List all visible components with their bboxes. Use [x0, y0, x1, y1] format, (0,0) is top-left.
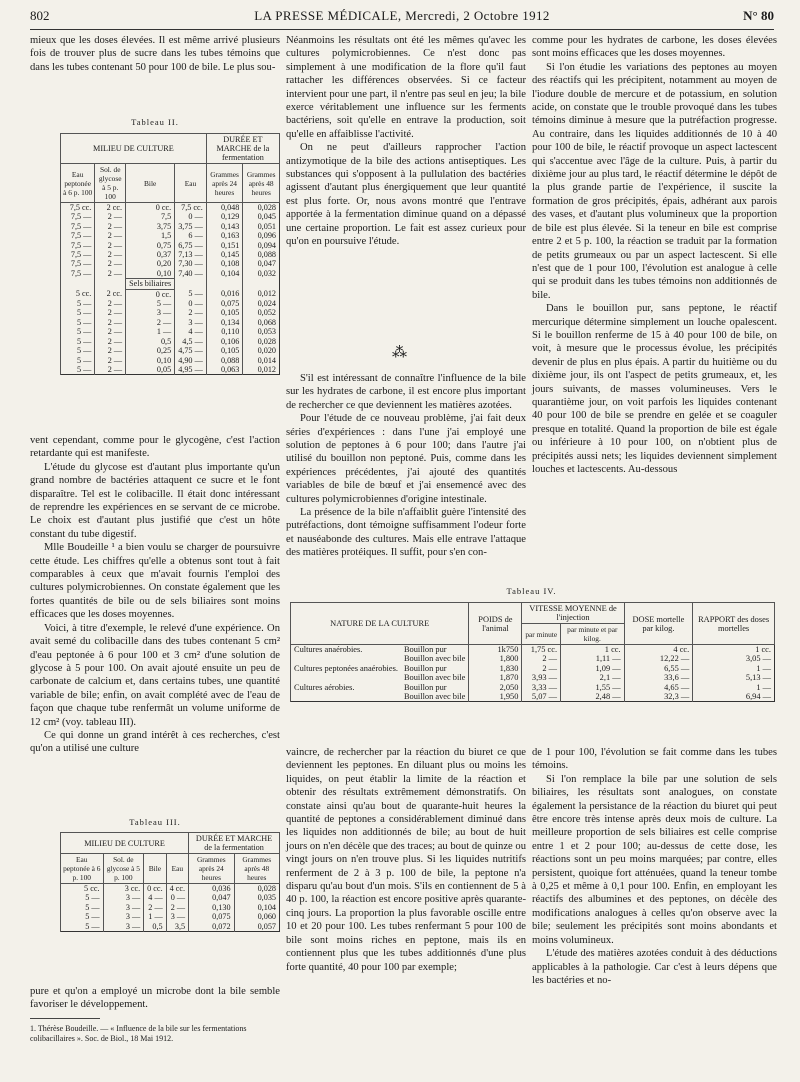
section-asterism: ⁂	[392, 345, 407, 361]
table-cell: 0,047	[189, 893, 234, 902]
table-cell: 1 cc.	[561, 645, 625, 655]
table-cell: 5 —	[61, 299, 95, 308]
table-cell: 5 cc.	[61, 884, 104, 894]
table-header: DURÉE ET MARCHE de la fermentation	[206, 134, 279, 164]
paragraph: Mlle Boudeille ¹ a bien voulu se charger de poursuivre cette étude. Les chiffres qu'elle a obtenus sont tout à fait comparables à ceux que m'avait fournis l'emploi des cultures polymicrobiennes. On constate également que les fortes quantités de bile ou de sels biliaires sont moins efficaces que les doses moyennes.	[30, 542, 280, 621]
table-cell: 0,088	[206, 356, 243, 365]
column-header: par minute et par kilog.	[561, 624, 625, 645]
table-row	[61, 346, 280, 355]
table-cell: 0,104	[206, 269, 243, 279]
table-cell: 3,75 —	[175, 222, 207, 231]
table-cell: 0,016	[206, 289, 243, 299]
table-cell: 5 —	[61, 318, 95, 327]
table-cell: 0,151	[206, 241, 243, 250]
table-cell: 1k750	[469, 645, 522, 655]
table-row	[291, 664, 775, 673]
table-cell: 7,40 —	[175, 269, 207, 279]
paragraph: Voici, à titre d'exemple, le relevé d'une expérience. On avait semé du colibacille dans des tubes contenant 5 cm² d'eau peptonée à 6 pour 100 et 3 cm² d'une solution de glycose à 5 pour 100. On avait ajouté ensuite un peu de carbonate de calcium et, dans certains tubes, une quantité variable de bile; enfin, on avait complété avec de l'eau de façon que chaque tube renfermât un volume uniforme de 12 cm² (voy. tableau III).	[30, 622, 280, 728]
table-cell: 1,800	[469, 654, 522, 663]
table-cell: Bouillon pur	[403, 645, 447, 654]
table-cell: 1 cc.	[693, 645, 775, 655]
table-cell: 0,108	[206, 259, 243, 268]
table-cell: 0,051	[243, 222, 280, 231]
table-cell: 7,5 —	[61, 259, 95, 268]
column-header: Sol. de glycose à 5 p. 100	[95, 164, 126, 203]
table-row	[61, 337, 280, 346]
table-cell: 5 —	[61, 365, 95, 375]
table-cell: 7,5 —	[61, 231, 95, 240]
table-cell: 6 —	[175, 231, 207, 240]
table-cell: 2 —	[95, 327, 126, 336]
table-cell: 0,145	[206, 250, 243, 259]
table-cell: 4,5 —	[175, 337, 207, 346]
table-cell: 2 —	[95, 356, 126, 365]
table-cell: 0,063	[206, 365, 243, 375]
table-cell: 5,13 —	[693, 673, 775, 682]
table-cell: 0 —	[175, 212, 207, 221]
table-cell: 0 —	[175, 299, 207, 308]
table-cell: Cultures anaérobies.	[291, 645, 401, 655]
table-cell: 6,94 —	[693, 692, 775, 702]
table-row	[61, 231, 280, 240]
table-cell: 12,22 —	[624, 654, 693, 663]
column-3-bottom	[532, 746, 777, 987]
column-header: Eau peptonée à 6 p. 100	[61, 854, 104, 884]
table-cell: 5 —	[61, 308, 95, 317]
table-cell: 0,072	[189, 922, 234, 932]
table-cell: 0,035	[234, 893, 279, 902]
paragraph: pure et qu'on a employé un microbe dont la bile semble favoriser le développement.	[30, 986, 280, 1011]
table-cell: 2 —	[95, 231, 126, 240]
table-cell: 2 —	[95, 299, 126, 308]
table-row	[61, 289, 280, 299]
table-cell: 1,950	[469, 692, 522, 702]
table-row	[61, 212, 280, 221]
table-cell: 0,5	[144, 922, 166, 932]
paragraph: Dans le bouillon pur, sans peptone, le réactif mercurique détermine simplement un louche opalescent. Si le bouillon renferme de 15 à 40 pour 100 de bile, on voit, à mesure que le processus évolue, les précipités devenir de plus en plus épais. A partir du huitième ou du dixième jour, ils ont l'aspect de petits grumeaux, et, les jours suivants, de masses volumineuses. Vers le quarantième jour, on voit parfois les liquides contenant 40 pour 100 de bile se prendre en gelée et se coaguler presque en totalité. Quand la proportion de bile est égale ou inférieure à 10 pour 100, on n'obtient plus de précipités aussi nets; les liquides deviennent simplement louches et lactescents. Au-dessous	[532, 303, 777, 475]
table-cell: 3 —	[103, 922, 144, 932]
table-cell: 0,094	[243, 241, 280, 250]
table-cell: 7,5 —	[61, 250, 95, 259]
page-number: 802	[30, 8, 50, 23]
table-row	[61, 299, 280, 308]
table-cell: Bouillon pur	[403, 682, 447, 692]
table-cell: 0,045	[243, 212, 280, 221]
table-3-caption: Tableau III.	[129, 817, 181, 827]
table-cell: 4 —	[175, 327, 207, 336]
column-header: Sol. de glycose à 5 p. 100	[103, 854, 144, 884]
table-cell	[291, 654, 401, 663]
table-cell: 0 cc.	[126, 289, 175, 299]
table-row	[61, 222, 280, 231]
table-cell: 0,05	[126, 365, 175, 375]
table-cell: 2 —	[522, 654, 561, 663]
table-cell: 0,028	[234, 884, 279, 894]
column-header: par minute	[522, 624, 561, 645]
table-cell: 4,90 —	[175, 356, 207, 365]
table-cell: 0,130	[189, 903, 234, 912]
paragraph: Pour l'étude de ce nouveau problème, j'ai fait deux séries d'expériences : dans l'une j'ai employé une solution de peptones à 6 pour 100; dans l'autre j'ai utilisé du bouillon non peptoné. Puis, comme dans les expériences précédentes, j'ai ajouté des quantités variables de bile de bœuf et j'ai ensemencé avec des cultures polymicrobiennes d'origine intestinale.	[286, 413, 526, 505]
column-2-top	[286, 34, 526, 249]
table-cell: 2 —	[95, 212, 126, 221]
table-cell: 0,048	[206, 203, 243, 213]
table-cell: 0,105	[206, 308, 243, 317]
table-cell: 7,13 —	[175, 250, 207, 259]
table-cell: 0,075	[189, 912, 234, 921]
table-cell: 4,65 —	[624, 683, 693, 692]
table-header: RAPPORT des doses mortelles	[693, 603, 775, 645]
table-4	[290, 602, 775, 702]
table-cell: 0,105	[206, 346, 243, 355]
table-header: MILIEU DE CULTURE	[61, 833, 189, 854]
table-cell: 3,75	[126, 222, 175, 231]
column-header: Bile	[144, 854, 166, 884]
table-cell: 3 —	[166, 912, 188, 921]
table-cell: 2 —	[175, 308, 207, 317]
table-cell: 0,053	[243, 327, 280, 336]
table-cell	[291, 692, 401, 702]
header-rule	[30, 29, 774, 30]
table-cell: 3,33 —	[522, 683, 561, 692]
footnote-rule	[30, 1018, 100, 1019]
table-cell: Cultures aérobies.	[291, 683, 401, 692]
table-cell: 0,068	[243, 318, 280, 327]
table-cell: 0,012	[243, 365, 280, 375]
paragraph: vent cependant, comme pour le glycogène, c'est l'action retardante qui est manifeste.	[30, 435, 280, 460]
table-cell: 3 —	[103, 903, 144, 912]
table-cell: 2 —	[95, 222, 126, 231]
table-row	[61, 203, 280, 213]
table-cell: 0,104	[234, 903, 279, 912]
table-header: NATURE DE LA CULTURE	[291, 603, 469, 645]
table-cell: 5 —	[61, 912, 104, 921]
table-cell: 5 —	[61, 922, 104, 932]
table-cell: 0,060	[234, 912, 279, 921]
table-cell: 2 —	[95, 259, 126, 268]
table-cell: 1,870	[469, 673, 522, 682]
table-cell: 2 —	[95, 308, 126, 317]
table-cell: 2 cc.	[95, 203, 126, 213]
table-cell: 7,5 —	[61, 212, 95, 221]
table-cell: 0,057	[234, 922, 279, 932]
table-cell: 0,014	[243, 356, 280, 365]
paragraph: mieux que les doses élevées. Il est même arrivé plusieurs fois de trouver plus de sucre dans les tubes témoins que dans les tubes contenant 50 pour 100 de bile. Le plus sou-	[30, 35, 280, 73]
table-row	[291, 683, 775, 692]
table-cell: 4 —	[144, 893, 166, 902]
table-cell: 0 —	[166, 893, 188, 902]
paragraph: On ne peut d'ailleurs rapprocher l'action antizymotique de la bile des actions antiseptiques. Les substances qui s'opposent à la pullulation des bactéries agissent d'autant plus énergiquement que leur quantité est plus forte. Or, nous avons montré que l'entrave apportée à la fermentation diminue quand on a dépassé une certaine proportion. Le fait est assez curieux pour qu'on en poursuive l'étude.	[286, 142, 526, 248]
table-cell: 2,050	[469, 683, 522, 692]
table-cell: 2 —	[144, 903, 166, 912]
table-cell: 0,5	[126, 337, 175, 346]
table-cell: 2 —	[95, 241, 126, 250]
table-cell: 3 —	[126, 308, 175, 317]
column-header: Grammes après 48 heures	[243, 164, 280, 203]
table-cell: 0,134	[206, 318, 243, 327]
table-cell: 0,10	[126, 356, 175, 365]
table-cell: 3 —	[103, 912, 144, 921]
table-cell: 2 —	[95, 337, 126, 346]
table-cell: 5 —	[61, 346, 95, 355]
paragraph: Ce qui donne un grand intérêt à ces recherches, c'est qu'on a utilisé une culture	[30, 729, 280, 755]
table-cell	[291, 673, 401, 682]
table-cell: 2 —	[95, 250, 126, 259]
table-cell: 0,052	[243, 308, 280, 317]
paragraph: S'il est intéressant de connaître l'influence de la bile sur les hydrates de carbone, il est encore plus important de rechercher ce que deviennent les matières azotées.	[286, 373, 526, 411]
paragraph: Si l'on étudie les variations des peptones au moyen des réactifs qui les précipitent, notamment au moyen de l'iodure double de mercure et de potassium, en solution acide, on constate que le trouble provoqué dans les tubes témoins diminue à mesure que la putréfaction progresse. Au contraire, dans les liquides additionnés de 10 à 40 pour 100 de bile, le réactif provoque un aspect lactescent qui s'accentue avec l'âge de la culture. Puis, à partir du dixième jour au plus tard, le réactif détermine le dépôt de la plus grande partie de l'expérience, il suscite la formation de gros précipités, épais, adhérant aux parois des vases, et d'autant plus volumineux que la proportion de bile est plus élevée. Si la teneur en bile est comprise entre 2 et 5 p. 100, la réaction se traduit par la formation de petits grumeaux ou par un aspect lactescent. Si elle n'est que de 1 pour 100, l'évolution est analogue à celle qui se produit dans les tubes témoins non additionnés de bile.	[532, 61, 777, 301]
table-cell: 1,09 —	[561, 664, 625, 673]
table-row	[61, 269, 280, 279]
table-cell: 3,93 —	[522, 673, 561, 682]
table-cell: 6,75 —	[175, 241, 207, 250]
column-3-top	[532, 34, 777, 476]
column-header: Eau	[175, 164, 207, 203]
column-header: Grammes après 24 heures	[206, 164, 243, 203]
paragraph: Si l'on remplace la bile par une solution de sels biliaires, les résultats sont analogues, on constate également la persistance de la réaction du biuret qui peut être encore très intense après deux mois de culture. La meilleure proportion de sels biliaires est celle comprise entre 1 et 2 pour 100; au-dessus de cette dose, les réactions sont un peu moins marquées; par contre, elles persistent, quoique fort atténuées, quand la teneur tombe à 0,25 et même à 0,1 pour 100. Enfin, en employant les réactifs des albumines et des peptones, on décèle des modifications analogues à celles qu'on observe avec la bile; seulement les précipités sont moins abondants et moins volumineux.	[532, 773, 777, 946]
table-cell: 2,1 —	[561, 673, 625, 682]
table-cell: 2 —	[95, 346, 126, 355]
table-row	[61, 912, 280, 921]
table-cell: 1,55 —	[561, 683, 625, 692]
table-cell: 5 —	[61, 337, 95, 346]
table-cell: 3 cc.	[103, 884, 144, 894]
table-cell: 0,20	[126, 259, 175, 268]
column-header: Eau peptonée à 6 p. 100	[61, 164, 95, 203]
table-cell: 0,032	[243, 269, 280, 279]
table-row	[291, 654, 775, 663]
table-cell: 0,047	[243, 259, 280, 268]
table-cell: 0,25	[126, 346, 175, 355]
table-cell: 5 —	[126, 299, 175, 308]
table-row	[61, 356, 280, 365]
table-cell: 3,05 —	[693, 654, 775, 663]
table-cell: 5 —	[61, 327, 95, 336]
table-cell: Bouillon avec bile	[403, 654, 466, 664]
table-cell: 0,096	[243, 231, 280, 240]
table-row	[61, 365, 280, 375]
table-cell: 5 —	[61, 903, 104, 912]
table-cell: 7,5	[126, 212, 175, 221]
column-header: Eau	[166, 854, 188, 884]
table-header: DURÉE ET MARCHE de la fermentation	[189, 833, 280, 854]
column-header: Grammes après 24 heures	[189, 854, 234, 884]
table-cell: 5,07 —	[522, 692, 561, 702]
table-cell: 33,6 —	[624, 673, 693, 682]
table-row	[61, 308, 280, 317]
table-row	[61, 259, 280, 268]
table-row	[291, 645, 775, 655]
table-cell: 0 cc.	[144, 884, 166, 894]
table-cell: 4,75 —	[175, 346, 207, 355]
table-header: DOSE mortelle par kilog.	[624, 603, 693, 645]
table-cell: 2 —	[126, 318, 175, 327]
table-cell: 2 —	[166, 903, 188, 912]
table-cell: 0,106	[206, 337, 243, 346]
table-cell: 1,830	[469, 664, 522, 673]
table-cell: 6,55 —	[624, 664, 693, 673]
table-cell: 0,75	[126, 241, 175, 250]
table-cell: 0,012	[243, 289, 280, 299]
table-cell: 7,5 —	[61, 241, 95, 250]
table-row	[61, 327, 280, 336]
table-cell: 5 —	[61, 356, 95, 365]
table-cell: 2,48 —	[561, 692, 625, 702]
column-header: Grammes après 48 heures	[234, 854, 279, 884]
column-1-middle	[30, 434, 280, 756]
column-2-bottom	[286, 746, 526, 974]
table-cell: 0,143	[206, 222, 243, 231]
table-cell: 3 —	[175, 318, 207, 327]
table-cell: Bouillon pur	[403, 663, 447, 673]
table-cell: 0 cc.	[126, 203, 175, 213]
table-cell: 7,5 cc.	[175, 203, 207, 213]
table-cell: Cultures peptonées anaérobies.	[291, 664, 401, 673]
paragraph: de 1 pour 100, l'évolution se fait comme dans les tubes témoins.	[532, 747, 777, 772]
table-cell: 0,10	[126, 269, 175, 279]
table-cell: 5 cc.	[61, 289, 95, 299]
table-row	[291, 692, 775, 702]
table-cell: 7,5 —	[61, 269, 95, 279]
paragraph: Néanmoins les résultats ont été les mêmes qu'avec les cultures polymicrobiennes. Ce n'est donc pas simplement à une modification de la flore qu'il faut rattacher les différences observées. Si ce facteur intervient pour une part, il n'entre pas seul en jeu; la bile exerce véritablement une influence sur les ferments bactériens, soit qu'elle en entrave la production, soit qu'elle en affaiblisse l'activité.	[286, 35, 526, 140]
table-cell: 0,129	[206, 212, 243, 221]
table-cell: 0,37	[126, 250, 175, 259]
table-cell: 2 —	[95, 365, 126, 375]
table-cell: 2 —	[95, 269, 126, 279]
table-cell: 5 —	[61, 893, 104, 902]
table-cell: 1,75 cc.	[522, 645, 561, 655]
paragraph: comme pour les hydrates de carbone, les doses élevées sont moins efficaces que les doses moyennes.	[532, 35, 777, 60]
table-row	[61, 884, 280, 894]
table-cell: 3 —	[103, 893, 144, 902]
table-row	[61, 250, 280, 259]
column-header: Bile	[126, 164, 175, 203]
table-cell: 0,036	[189, 884, 234, 894]
table-header: VITESSE MOYENNE de l'injection	[522, 603, 624, 624]
column-1-top	[30, 34, 280, 74]
sels-biliaires-label: Sels biliaires	[126, 279, 175, 289]
table-cell: 7,5 cc.	[61, 203, 95, 213]
table-2-caption: Tableau II.	[131, 117, 179, 127]
paragraph: L'étude du glycose est d'autant plus importante qu'un grand nombre de bactéries attaquent ce sucre et le font disparaître. Tel est le colibacille. Il était donc intéressant de reprendre les expériences en se servant de ce microbe. Le choix est d'autant plus justifié que c'est un hôte constant du tube digestif.	[30, 461, 280, 540]
table-cell: 0,110	[206, 327, 243, 336]
table-cell: 0,028	[243, 203, 280, 213]
table-cell: 0,020	[243, 346, 280, 355]
page-header	[30, 8, 774, 30]
table-cell: 0,075	[206, 299, 243, 308]
table-header: MILIEU DE CULTURE	[61, 134, 207, 164]
table-2	[60, 133, 280, 375]
issue-number: N° 80	[743, 8, 774, 23]
table-cell: 32,3 —	[624, 692, 693, 702]
table-cell: 3,5	[166, 922, 188, 932]
table-cell: Bouillon avec bile	[403, 692, 466, 702]
table-cell: 1,5	[126, 231, 175, 240]
paragraph: La présence de la bile n'affaiblit guère l'intensité des putréfactions, dont témoigne suffisamment l'odeur forte et nauséabonde des cultures. Mais elle entrave l'attaque des matières protéiques. Il suffit, pour s'en con-	[286, 507, 526, 559]
table-cell: 1 —	[126, 327, 175, 336]
table-row	[61, 241, 280, 250]
table-cell: 1,11 —	[561, 654, 625, 663]
journal-title: LA PRESSE MÉDICALE, Mercredi, 2 Octobre 1912	[254, 8, 550, 23]
table-cell: 1 —	[144, 912, 166, 921]
table-row	[61, 318, 280, 327]
footnote: 1. Thérèse Boudeille. — « Influence de la bile sur les fermentations colibacillaires ». Soc. de Biol., 18 Mai 1912.	[30, 1024, 247, 1043]
table-row	[61, 903, 280, 912]
table-4-caption: Tableau IV.	[506, 586, 557, 596]
column-2-middle	[286, 372, 526, 560]
table-cell: 4 cc.	[166, 884, 188, 894]
column-1-bottom	[30, 985, 280, 1012]
table-cell: 4,95 —	[175, 365, 207, 375]
table-cell: 7,5 —	[61, 222, 95, 231]
paragraph: L'étude des matières azotées conduit à des déductions applicables à la pathologie. Car c'est à leurs dépens que les bactéries et no-	[532, 948, 777, 986]
table-cell: 4 cc.	[624, 645, 693, 655]
table-cell: 2 —	[95, 318, 126, 327]
table-cell: Bouillon avec bile	[403, 673, 466, 683]
table-cell: 1 —	[693, 683, 775, 692]
table-cell: 7,30 —	[175, 259, 207, 268]
table-cell: 2 cc.	[95, 289, 126, 299]
table-cell: 0,088	[243, 250, 280, 259]
table-cell: 0,028	[243, 337, 280, 346]
table-cell: 1 —	[693, 664, 775, 673]
table-row	[291, 673, 775, 682]
table-row	[61, 893, 280, 902]
table-cell: 0,024	[243, 299, 280, 308]
table-3	[60, 832, 280, 932]
table-cell: 2 —	[522, 664, 561, 673]
table-cell: 0,163	[206, 231, 243, 240]
paragraph: vaincre, de rechercher par la réaction du biuret ce que deviennent les peptones. En diluant plus ou moins les liquides, on peut établir la limite de la réaction et obtenir des résultats extrêmement démonstratifs. On constate ainsi qu'au bout de quarante-huit heures la quantité de peptones a considérablement diminué dans les liquides non additionnés de bile; au bout de huit jours on n'en décèle que des traces; au bout de quinze ou vingt jours on n'en trouve plus. Si les liquides nutritifs renferment de 2 à 3 p. 100 de bile, la peptone n'a disparu qu'au bout d'un mois. S'ils en contiennent de 5 à 40 p. 100, la réaction est encore positive après quarante-cinq jours. La proportion la plus favorable oscille entre 10 et 20 pour 100. Les tubes renfermant 5 pour 100 de bile sont moins riches en peptone, mais ils en contiennent plus que les tubes additionnés d'une plus forte quantité, 40 pour 100 par exemple;	[286, 747, 526, 973]
table-cell: 5 —	[175, 289, 207, 299]
table-header: POIDS de l'animal	[469, 603, 522, 645]
table-row	[61, 922, 280, 932]
